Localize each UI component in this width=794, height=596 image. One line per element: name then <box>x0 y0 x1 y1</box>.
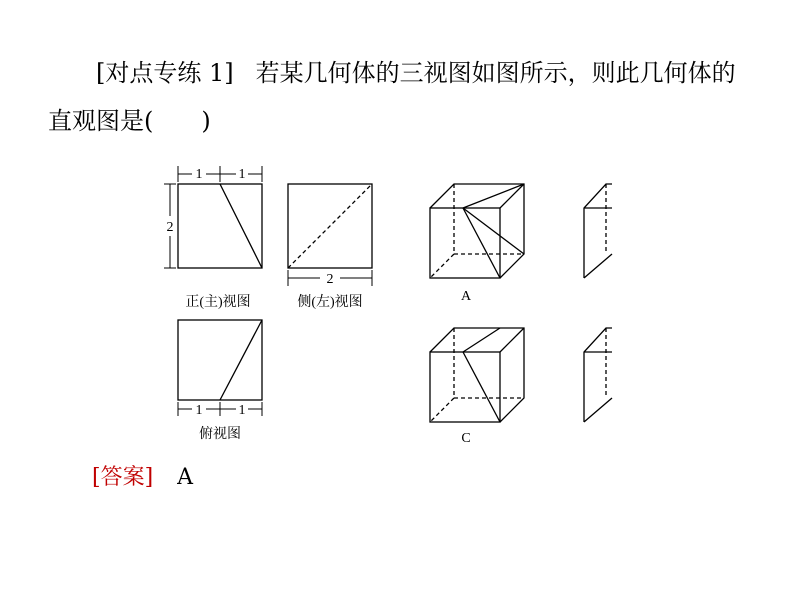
option-a-label: A <box>460 289 472 304</box>
question-text-1: 若某几何体的三视图如图所示，则此几何体的 <box>255 59 736 87</box>
option-c-solid <box>430 328 524 422</box>
question-tag: [对点专练 1] <box>96 59 234 87</box>
option-b-solid <box>584 184 612 278</box>
question-line-1 <box>96 56 736 90</box>
answer-tag: [答案] <box>92 465 154 490</box>
figure-svg <box>150 152 610 446</box>
top-view <box>178 320 262 416</box>
option-c-label: C <box>461 431 471 446</box>
front-dim-left: 1 <box>195 167 203 182</box>
front-dim-right: 1 <box>238 167 246 182</box>
top-view-label: 俯视图 <box>199 427 241 442</box>
option-d-solid <box>584 328 612 422</box>
top-dim-left: 1 <box>195 403 203 418</box>
answer-line <box>92 462 193 494</box>
side-dim-width: 2 <box>326 272 334 287</box>
option-a-solid <box>430 184 524 278</box>
top-dim-right: 1 <box>238 403 246 418</box>
front-view <box>164 166 262 268</box>
front-dim-height: 2 <box>166 220 174 235</box>
question-line-2: 直观图是( ) <box>48 107 211 135</box>
side-view <box>288 184 372 286</box>
answer-value: A <box>177 465 194 490</box>
side-view-label: 侧(左)视图 <box>297 295 363 310</box>
front-view-label: 正(主)视图 <box>185 295 251 310</box>
three-view-figure <box>150 152 610 446</box>
